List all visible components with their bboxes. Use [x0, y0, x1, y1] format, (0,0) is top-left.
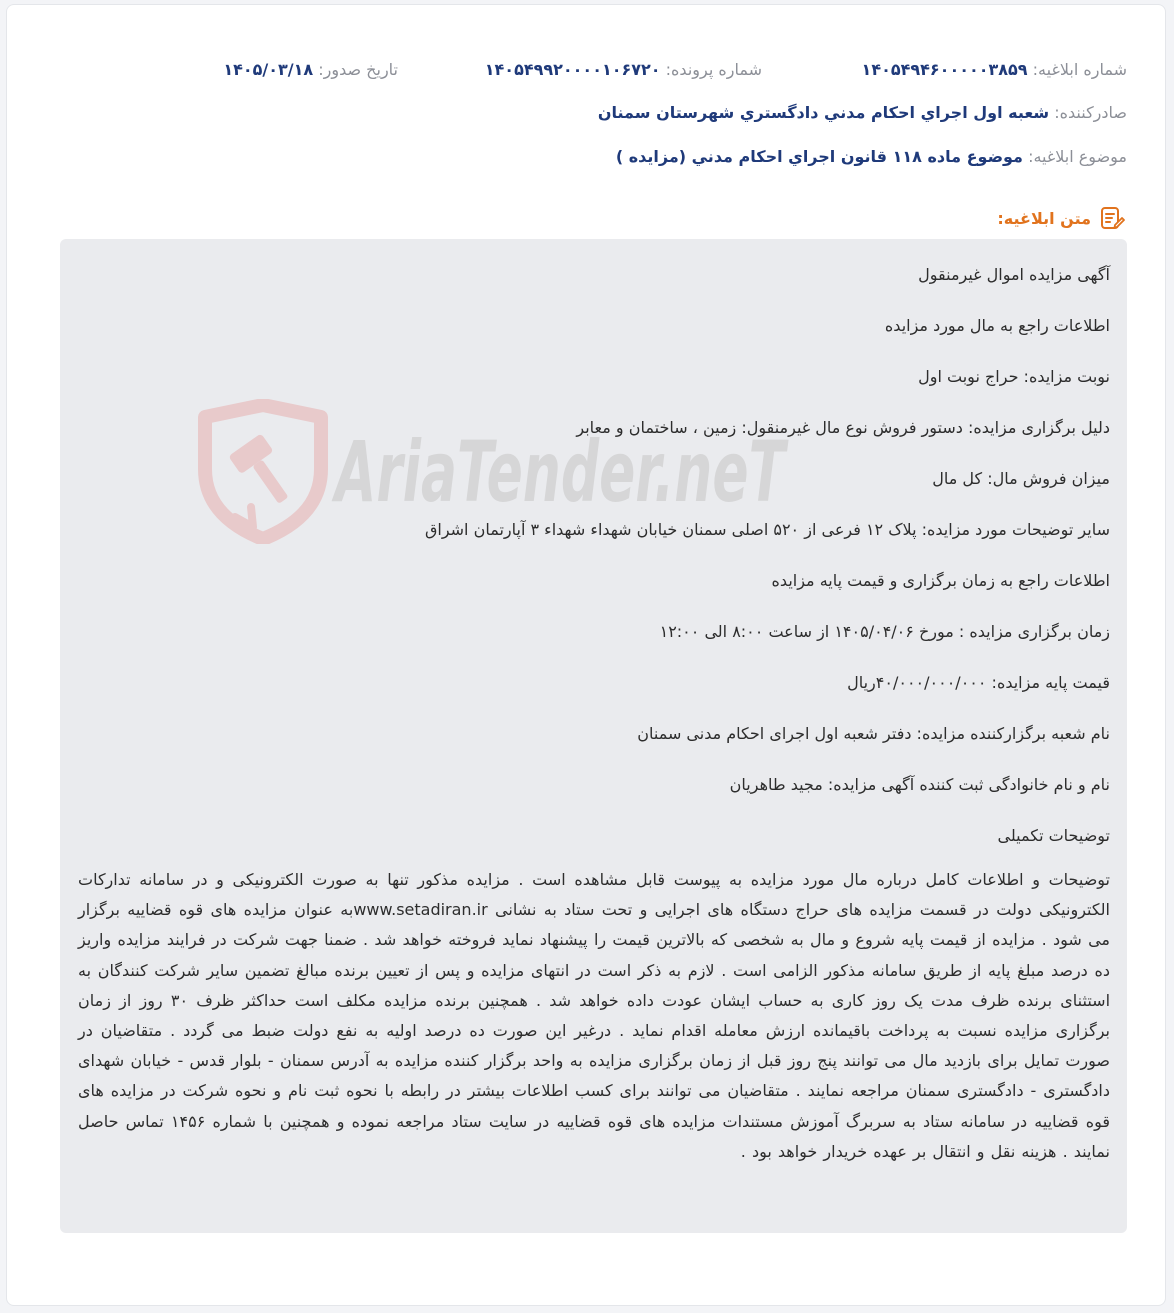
notice-card: [6, 4, 1166, 1306]
case-number-label: شماره پرونده:: [665, 60, 762, 79]
notice-content: [60, 239, 1127, 1233]
issue-date-label: تاریخ صدور:: [318, 60, 398, 79]
notice-number-value: ۱۴۰۵۴۹۴۶۰۰۰۰۰۳۸۵۹: [861, 60, 1028, 79]
case-number: [485, 60, 762, 79]
issuer: [598, 103, 1127, 122]
notice-number: [862, 60, 1127, 79]
watermark-text: AriaTender.neT: [331, 423, 789, 521]
body-line: توضیحات تکمیلی: [997, 826, 1110, 845]
issue-date: [223, 60, 398, 79]
issue-date-value: ۱۴۰۵/۰۳/۱۸: [223, 60, 314, 79]
section-title-label: متن ابلاغیه:: [997, 208, 1091, 228]
body-line: آگهی مزایده اموال غیرمنقول: [918, 265, 1110, 284]
body-line: اطلاعات راجع به زمان برگزاری و قیمت پایه مزایده: [771, 571, 1110, 590]
case-number-value: ۱۴۰۵۴۹۹۲۰۰۰۰۱۰۶۷۲۰: [484, 60, 661, 79]
body-line: سایر توضیحات مورد مزایده: پلاک ۱۲ فرعی از ۵۲۰ اصلی سمنان خیابان شهداء شهداء ۳ آپارتمان اشراق: [424, 520, 1110, 539]
notice-body: [78, 253, 1110, 1167]
body-line: زمان برگزاری مزایده : مورخ ۱۴۰۵/۰۴/۰۶ از ساعت ۸:۰۰ الی ۱۲:۰۰: [659, 622, 1110, 641]
body-paragraph: توضیحات و اطلاعات کامل درباره مال مورد مزایده به پیوست قابل مشاهده است . مزایده مذکور تنها به صورت الکترونیکی و در سامانه تدارکات الکترونیکی دولت در قسمت مزایده های حراج دستگاه های اجرایی و تحت ستاد به نشانی www.setadiran.irبه عنوان مزایده های قوه قضاییه برگزار می شود . مزایده از قیمت پایه شروع و مال به شخصی که بالاترین قیمت را پیشنهاد نماید فروخته خواهد شد . ضمنا جهت شرکت در فرایند مزایده واریز ده درصد مبلغ پایه از طریق سامانه مذکور الزامی است . لازم به ذکر است در انتهای مزایده و پس از تعیین برنده مبالغ تضمین سایر شرکت کنندگان به استثنای برنده ظرف مدت یک روز کاری به حساب ایشان عودت داده خواهد شد . همچنین برنده مزایده مکلف است حداکثر ظرف ۳۰ روز از زمان برگزاری مزایده نسبت به پرداخت باقیمانده ارزش معامله اقدام نماید . درغیر این صورت ده درصد اولیه به نفع دولت ضبط می گردد . متقاضیان در صورت تمایل برای بازدید مال می توانند پنج روز قبل از زمان برگزاری مزایده به واحد برگزار کننده مزایده به آدرس سمنان - بلوار قدس - خیابان شهدای دادگستری - دادگستری سمنان مراجعه نمایند . متقاضیان می توانند برای کسب اطلاعات بیشتر در رابطه با نحوه ثبت نام و نحوه شرکت در مزایده های قوه قضاییه در سامانه ستاد به سربرگ آموزش مستندات مزایده های قوه قضاییه در سایت ستاد مراجعه نموده و همچنین با شماره ۱۴۵۶ تماس حاصل نمایند . هزینه نقل و انتقال بر عهده خریدار خواهد بود .: [78, 870, 1111, 1161]
subject: [616, 147, 1127, 166]
document-edit-icon: [1099, 205, 1125, 231]
notice-number-label: شماره ابلاغیه:: [1032, 60, 1127, 79]
issuer-value: شعبه اول اجراي احکام مدني دادگستري شهرستان سمنان: [597, 103, 1050, 122]
section-title: [997, 205, 1125, 231]
body-line: میزان فروش مال: کل مال: [932, 469, 1110, 488]
body-line: اطلاعات راجع به مال مورد مزایده: [884, 316, 1110, 335]
body-line: نوبت مزایده: حراج نوبت اول: [918, 367, 1110, 386]
issuer-label: صادرکننده:: [1054, 103, 1127, 122]
body-line: نام و نام خانوادگی ثبت کننده آگهی مزایده: مجید طاهریان: [729, 775, 1110, 794]
body-line: نام شعبه برگزارکننده مزایده: دفتر شعبه اول اجرای احکام مدنی سمنان: [637, 724, 1110, 743]
body-line: دلیل برگزاری مزایده: دستور فروش نوع مال غیرمنقول: زمین ، ساختمان و معابر: [576, 418, 1110, 437]
body-line: قیمت پایه مزایده: ۴۰/۰۰۰/۰۰۰/۰۰۰ریال: [847, 673, 1110, 692]
subject-label: موضوع ابلاغیه:: [1028, 147, 1127, 166]
subject-value: موضوع ماده ۱۱۸ قانون اجراي احکام مدني (مزايده ): [615, 147, 1023, 166]
